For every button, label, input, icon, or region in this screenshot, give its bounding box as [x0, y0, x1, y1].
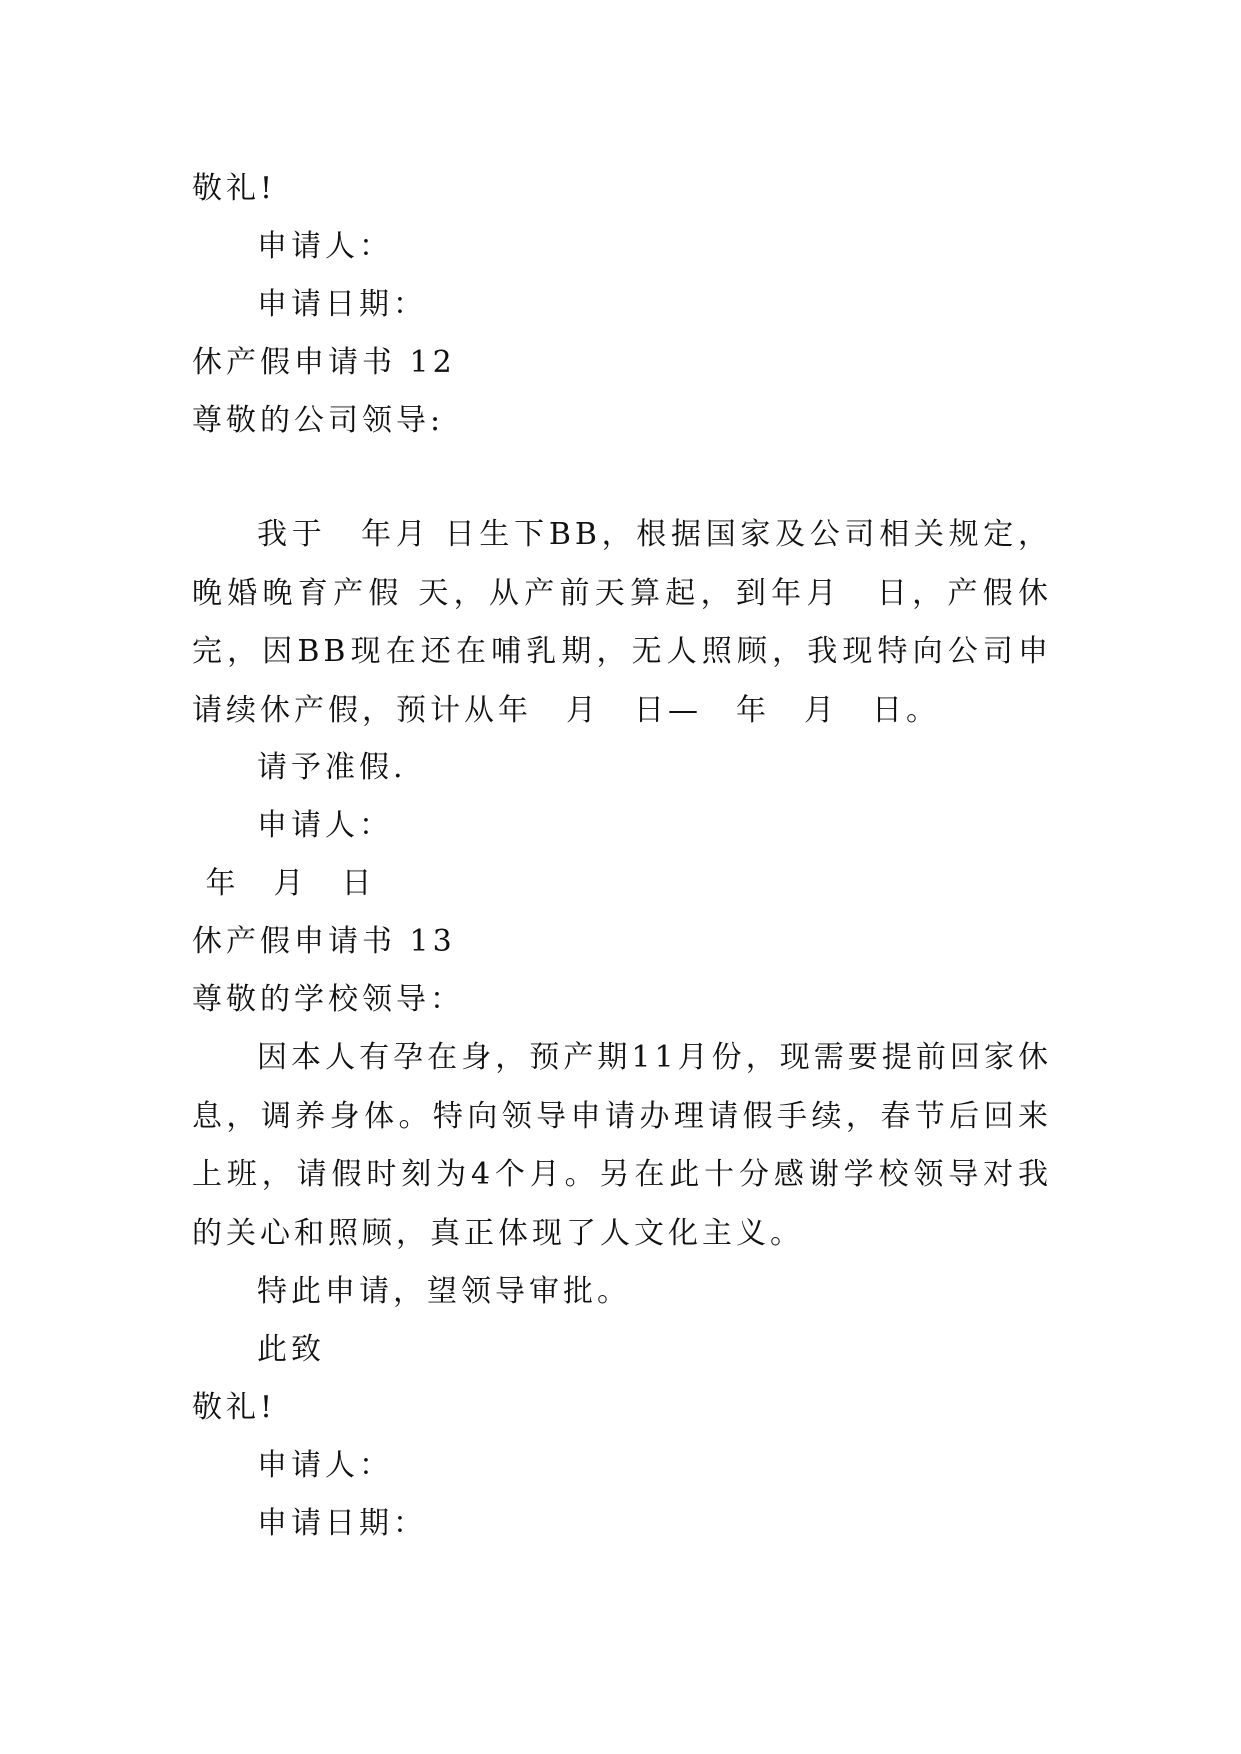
closing-salute: 敬礼!: [192, 1390, 277, 1425]
closing-to: 此致: [257, 1332, 325, 1367]
applicant-label: 申请人：: [257, 229, 393, 264]
applicant-label: 申请人：: [257, 808, 393, 843]
salutation-company: 尊敬的公司领导:: [192, 403, 445, 438]
body-paragraph-company: 我于 年月 日生下BB，根据国家及公司相关规定，晚婚晚育产假 天，从产前天算起，到年月 日，产假休完，因BB现在还在哺乳期，无人照顾，我现特向公司申请续休产假，预计从年 月 日— 年 月 日。: [192, 517, 1052, 728]
request-line: 请予准假.: [257, 750, 407, 785]
request-approval-line: 特此申请，望领导审批。: [257, 1274, 631, 1309]
closing-salute: 敬礼!: [192, 171, 277, 206]
date-line: 年 月 日: [192, 866, 376, 901]
section-title-13: 休产假申请书 13: [192, 924, 456, 959]
application-date-label: 申请日期：: [257, 287, 427, 322]
application-date-label: 申请日期：: [257, 1506, 427, 1541]
salutation-school: 尊敬的学校领导：: [192, 982, 464, 1017]
applicant-label: 申请人：: [257, 1448, 393, 1483]
section-title-12: 休产假申请书 12: [192, 345, 456, 380]
body-paragraph-school: 因本人有孕在身，预产期11月份，现需要提前回家休息，调养身体。特向领导申请办理请假手续，春节后回来上班，请假时刻为4个月。另在此十分感谢学校领导对我的关心和照顾，真正体现了人文化主义。: [192, 1040, 1052, 1251]
